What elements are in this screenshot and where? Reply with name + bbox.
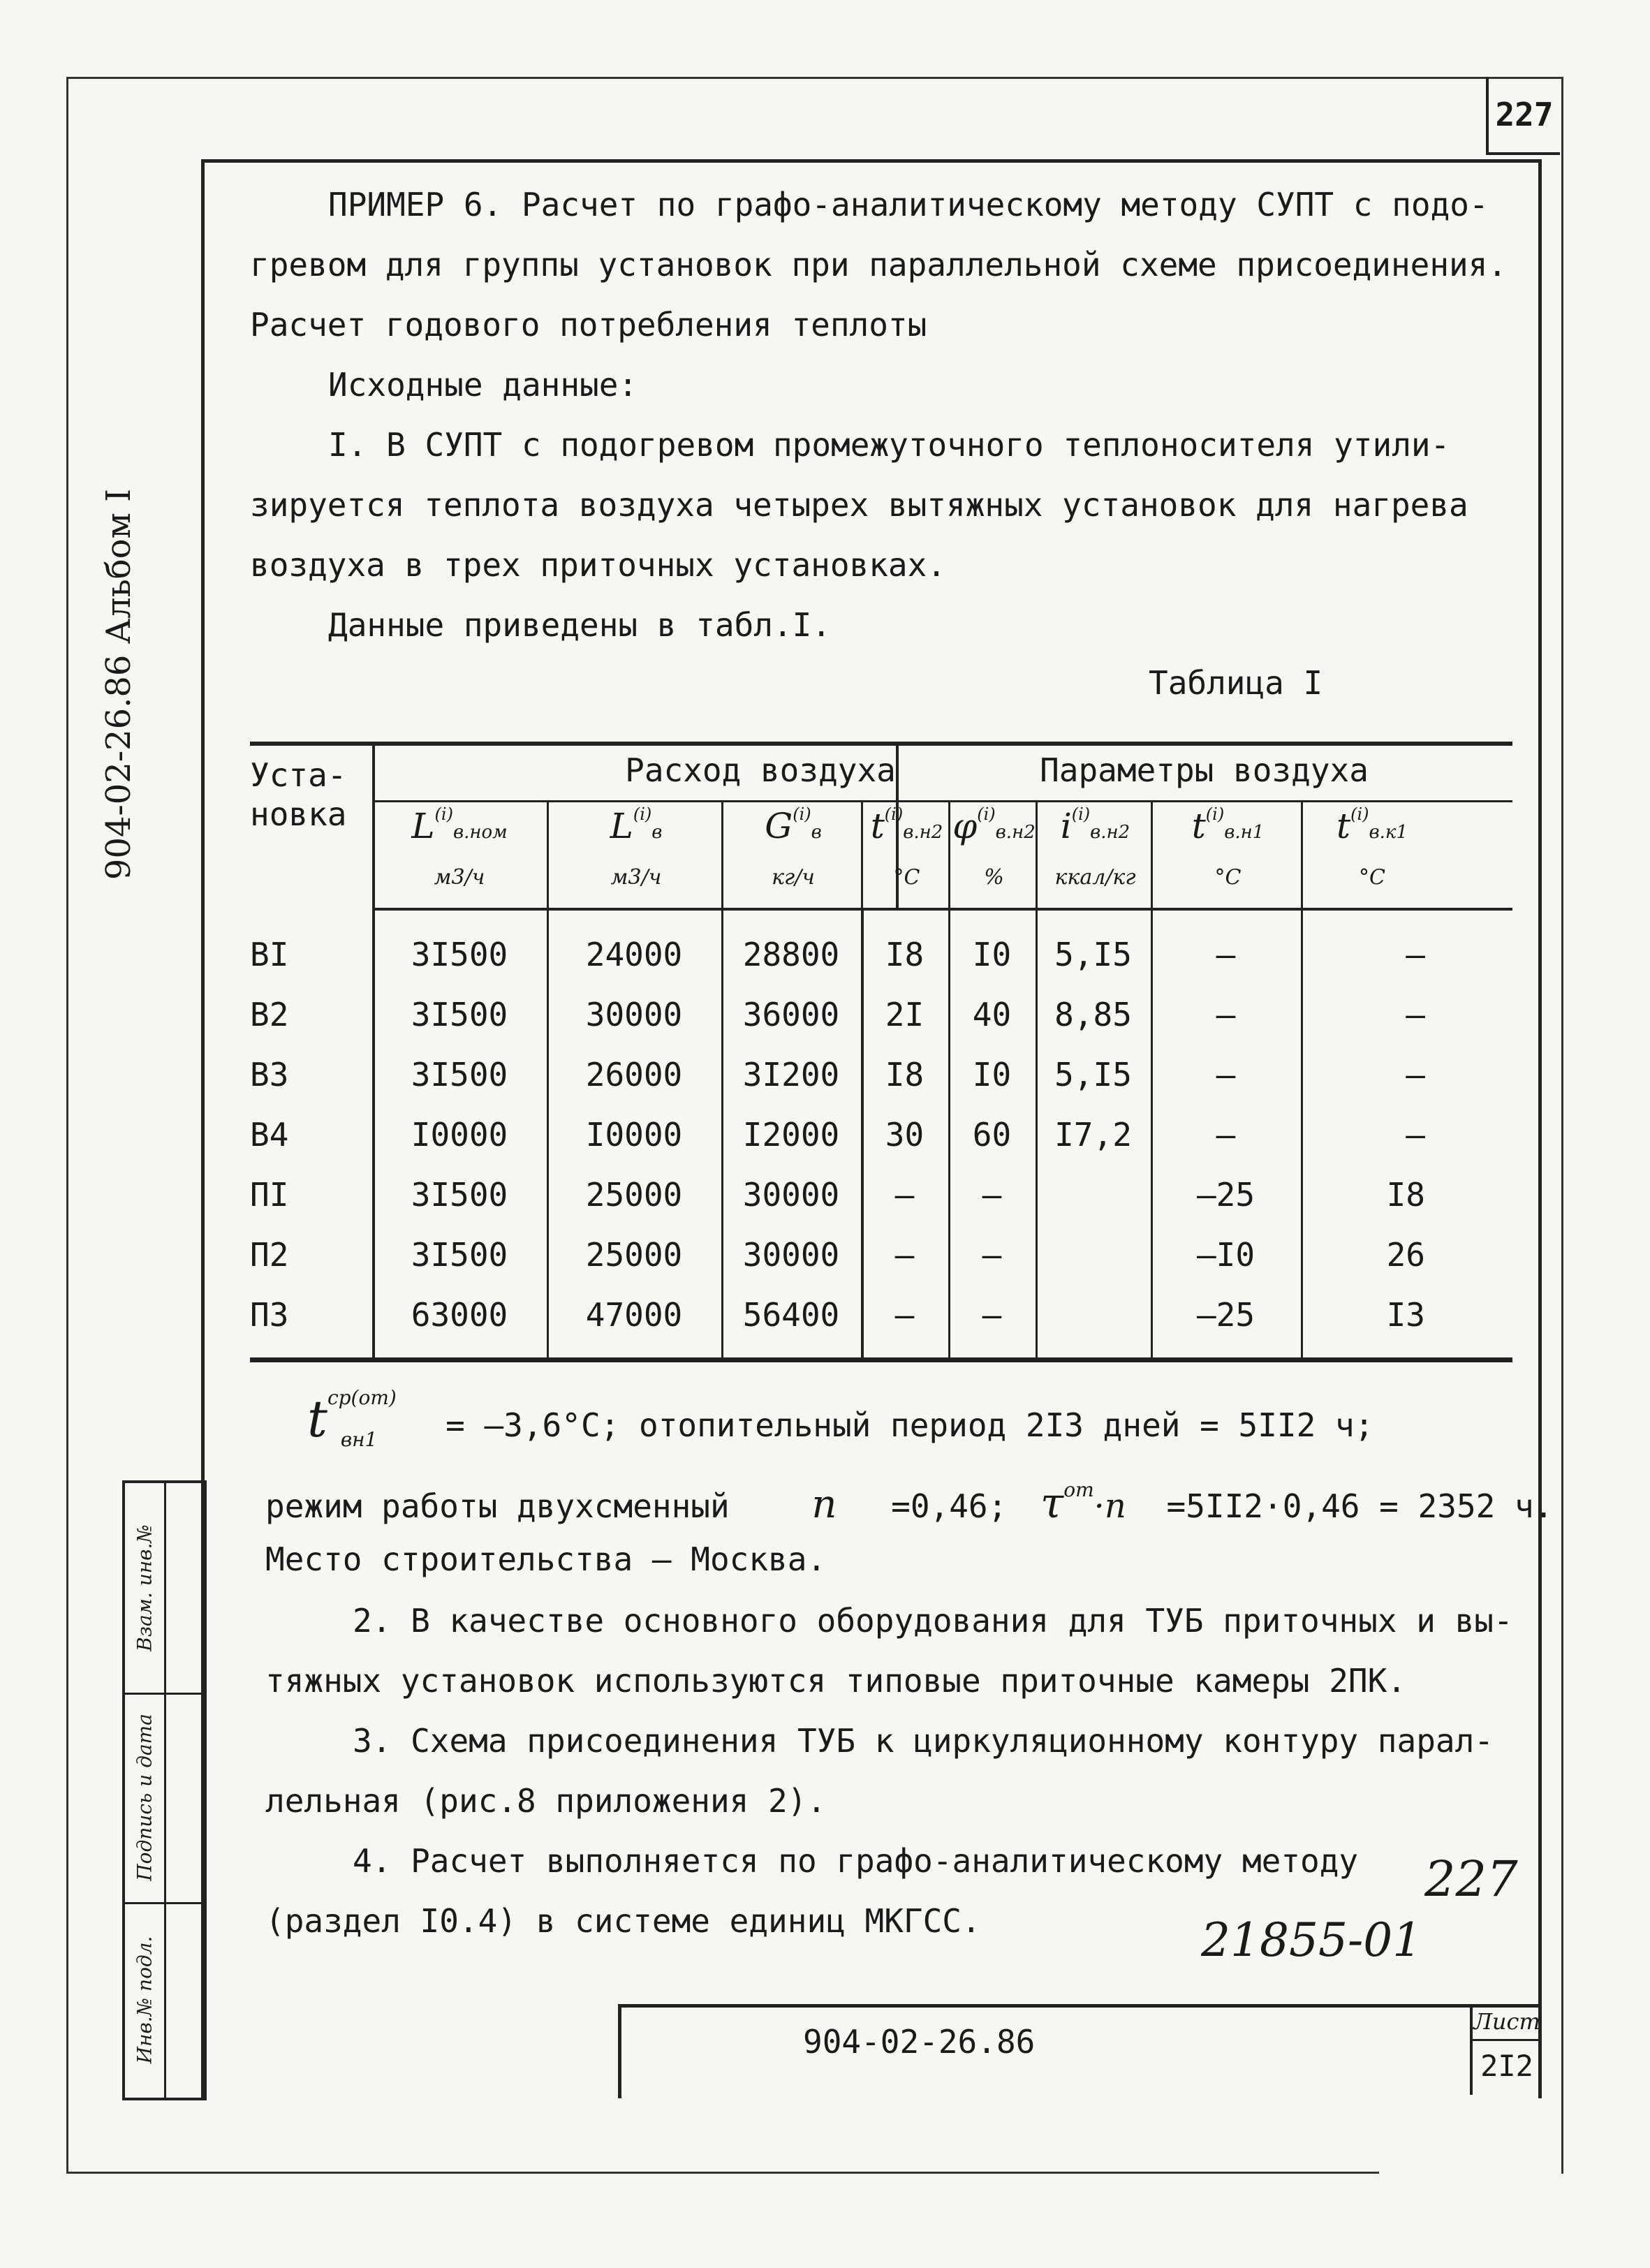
table-cell: 25000 (585, 1176, 683, 1214)
table-cell: 56400 (742, 1296, 840, 1334)
table-column-divider (861, 911, 864, 1357)
tau-symbol: τ (1040, 1479, 1064, 1528)
table-cell: 26 (1386, 1236, 1425, 1274)
tau-superscript: от (1063, 1478, 1094, 1501)
table-column-divider (1151, 911, 1153, 1357)
title-block (618, 2004, 1538, 2098)
table-cell: 25000 (585, 1236, 683, 1274)
table-cell: 24000 (585, 936, 683, 973)
table-cell: –25 (1196, 1296, 1255, 1334)
item1-line-1: I. В СУПТ с подогревом промежуточного теплоносителя утили- (328, 426, 1450, 464)
handwritten-page-number: 227 (1424, 1850, 1518, 1908)
table-cell: 28800 (742, 936, 840, 973)
n-symbol: n (811, 1482, 837, 1527)
sheet-label: Лист (1473, 2004, 1541, 2041)
row-label: BI (250, 936, 289, 973)
table-cell: 63000 (411, 1296, 508, 1334)
row-label: ПI (250, 1176, 289, 1214)
stamp-cell-inventory: Инв.№ подл. (133, 1936, 156, 2064)
table-cell: 3I500 (411, 996, 508, 1033)
item1-line-2: зируется теплота воздуха четырех вытяжных установок для нагрева (250, 486, 1468, 524)
table-cell: 30000 (742, 1176, 840, 1214)
sub-headers (372, 802, 1512, 908)
document-code: 904-02-26.86 (803, 2023, 1036, 2061)
table-cell: 30000 (742, 1236, 840, 1274)
table-cell: – (1406, 1056, 1425, 1094)
subheader-col-4: $t^{(i)}в.н2$ °С (861, 802, 950, 908)
subheader-col-5: $\varphi^{(i)}в.н2$ % (948, 802, 1038, 908)
item2-line-2: тяжных установок используются типовые приточные камеры 2ПК. (265, 1662, 1406, 1700)
table-cell: – (1216, 1116, 1236, 1154)
outer-frame-bottom (66, 2172, 1379, 2174)
data-table-wrapper (250, 742, 1512, 1362)
tau-n: ·n (1093, 1487, 1126, 1526)
table-cell: I2000 (742, 1116, 840, 1154)
row-label: B2 (250, 996, 289, 1033)
table-cell: – (1216, 1056, 1236, 1094)
subheader-col-2: $L^{(i)}в$ м3/ч (547, 802, 723, 908)
table-cell: I0 (972, 936, 1012, 973)
table-cell: – (1406, 936, 1425, 973)
table-cell: –I0 (1196, 1236, 1255, 1274)
t-symbol: t (307, 1390, 327, 1448)
table-cell: 30000 (585, 996, 683, 1033)
table-cell: – (1406, 996, 1425, 1033)
formula-line-1-text: = –3,6°С; отопительный период 2I3 дней = 5II2 ч; (445, 1406, 1374, 1444)
table-cell: I0000 (411, 1116, 508, 1154)
header-air-flow: Расход воздуха (625, 751, 896, 789)
table-cell: 60 (972, 1116, 1012, 1154)
table-cell: – (982, 1296, 1002, 1334)
table-cell: I8 (1386, 1176, 1425, 1214)
item4-line-1: 4. Расчет выполняется по графо-аналитическому методу (353, 1842, 1359, 1880)
intro-line-1: ПРИМЕР 6. Расчет по графо-аналитическому методу СУПТ с подо- (328, 186, 1489, 223)
table-cell (1036, 1285, 1151, 1345)
table-cell: I8 (885, 1056, 925, 1094)
table-cell: 26000 (585, 1056, 683, 1094)
page-number: 227 (1486, 77, 1560, 155)
table-cell: I0 (972, 1056, 1012, 1094)
intro-line-2: гревом для группы установок при параллельной схеме присоединения. (250, 246, 1508, 284)
annual-hours: =5II2·0,46 = 2352 ч. (1166, 1487, 1554, 1525)
formula-line-2 (265, 1479, 1553, 1528)
table-body (250, 911, 1512, 1357)
table-cell: 3I500 (411, 1056, 508, 1094)
subheader-col-7: $t^{(i)}в.н1$ °С (1151, 802, 1303, 908)
table-cell: – (894, 1236, 915, 1274)
table-cell: I7,2 (1054, 1116, 1132, 1154)
side-document-code: 904-02-26.86 Альбом I (99, 488, 138, 881)
table-cell: – (1406, 1116, 1425, 1154)
table-cell (1036, 1165, 1151, 1225)
formula-line-1 (307, 1386, 1374, 1451)
row-label: П2 (250, 1236, 289, 1274)
table-cell: – (1216, 936, 1236, 973)
item4-line-2: (раздел I0.4) в системе единиц МКГСС. (265, 1902, 981, 1940)
table-cell: 5,I5 (1054, 936, 1132, 973)
table-cell: – (1216, 996, 1236, 1033)
operation-mode-label: режим работы двухсменный (265, 1487, 730, 1525)
intro-line-3: Расчет годового потребления теплоты (250, 306, 927, 344)
row-label: П3 (250, 1296, 289, 1334)
table-cell: – (894, 1296, 915, 1334)
table-cell: 2I (885, 996, 925, 1033)
table-column-divider (1036, 911, 1038, 1357)
n-value: =0,46; (891, 1487, 1008, 1525)
t-superscript: ср(от) (327, 1386, 397, 1409)
table-cell: 8,85 (1054, 996, 1132, 1033)
approval-stamp (122, 1480, 207, 2100)
sheet-box (1470, 2004, 1541, 2095)
table-cell: –25 (1196, 1176, 1255, 1214)
table-cell: 40 (972, 996, 1012, 1033)
table-cell: 3I500 (411, 1176, 508, 1214)
table-cell: 5,I5 (1054, 1056, 1132, 1094)
subheader-col-1: $L^{(i)}в.ном$ м3/ч (411, 804, 508, 890)
item2-line-1: 2. В качестве основного оборудования для ТУБ приточных и вы- (353, 1602, 1513, 1640)
table-title: Таблица I (1149, 664, 1323, 702)
table-column-divider (721, 911, 723, 1357)
header-installation: Уста- новка (250, 756, 347, 833)
table-cell: – (982, 1176, 1002, 1214)
table-cell: 47000 (585, 1296, 683, 1334)
table-cell: – (982, 1236, 1002, 1274)
table-cell: – (894, 1176, 915, 1214)
table-cell: 30 (885, 1116, 925, 1154)
subheader-col-8: $t^{(i)}в.к1$ °С (1301, 802, 1441, 908)
table-column-divider (948, 911, 950, 1357)
item1-line-3: воздуха в трех приточных установках. (250, 546, 946, 584)
table-column-divider (1301, 911, 1303, 1357)
header-air-params: Параметры воздуха (1040, 751, 1369, 789)
subheader-col-6: $i^{(i)}в.н2$ ккал/кг (1036, 802, 1153, 908)
stamp-cell-signature: Подпись и дата (125, 1693, 204, 1904)
item3-line-1: 3. Схема присоединения ТУБ к циркуляционному контуру парал- (353, 1722, 1494, 1760)
construction-place: Место строительства – Москва. (265, 1540, 827, 1578)
table-cell: 36000 (742, 996, 840, 1033)
table-cell: I8 (885, 936, 925, 973)
subheader-col-3: $G^{(i)}в$ кг/ч (721, 802, 863, 908)
row-label: B4 (250, 1116, 289, 1154)
table-cell (1036, 1225, 1151, 1285)
t-subscript: вн1 (340, 1428, 378, 1451)
table-column-divider (372, 911, 375, 1357)
table-column-divider (547, 911, 549, 1357)
sheet-number: 2I2 (1480, 2049, 1533, 2083)
source-heading: Исходные данные: (328, 366, 638, 404)
table-cell: I0000 (585, 1116, 683, 1154)
row-label: B3 (250, 1056, 289, 1094)
table-cell: I3 (1386, 1296, 1425, 1334)
data-reference: Данные приведены в табл.I. (328, 606, 832, 644)
table-cell: 3I500 (411, 1236, 508, 1274)
table-header (250, 746, 1512, 911)
handwritten-code: 21855-01 (1201, 1913, 1422, 1967)
item3-line-2: лельная (рис.8 приложения 2). (265, 1782, 827, 1820)
stamp-cell-replaced: Взам. инв.№ (125, 1483, 204, 1695)
table-cell: 3I200 (742, 1056, 840, 1094)
table-cell: 3I500 (411, 936, 508, 973)
